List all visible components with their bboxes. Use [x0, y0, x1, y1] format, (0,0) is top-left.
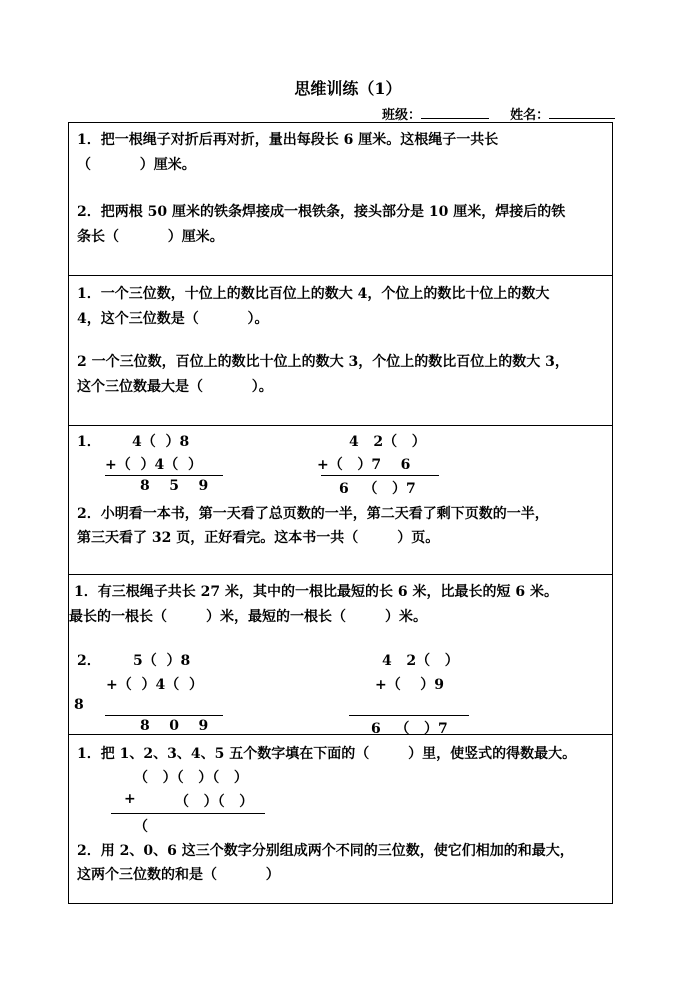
worksheet	[68, 122, 613, 904]
s5-q1-text: 1．把 1、2、3、4、5 五个数字填在下面的（ ）里，使竖式的得数最大。	[77, 746, 577, 762]
s3-addition-a-rule	[105, 475, 223, 476]
page-title: 思维训练（1）	[294, 79, 402, 98]
s3-q1-number: 1．	[77, 434, 101, 450]
class-blank[interactable]	[421, 106, 489, 119]
s1-q2-line1: 2．把两根 50 厘米的铁条焊接成一根铁条，接头部分是 10 厘米，焊接后的铁	[77, 204, 566, 220]
student-info	[382, 104, 615, 123]
s4-addition-b-rule	[349, 715, 469, 716]
section-3	[69, 426, 612, 575]
s3-addition-a-result: 8 5 9	[140, 478, 209, 494]
s1-q1-line2: （ ）厘米。	[77, 157, 196, 173]
section-4	[69, 575, 612, 735]
s4-addition-b-row1: 4 2（ ）	[382, 653, 459, 669]
s3-q2-line1: 2．小明看一本书，第一天看了总页数的一半，第二天看了剩下页数的一半，	[77, 506, 549, 522]
s4-addition-a-row2: +（ ）4（ ）	[106, 677, 203, 693]
s3-addition-a-row2: +（ ）4（ ）	[105, 457, 202, 473]
s3-addition-b-rule	[321, 475, 439, 476]
section-5	[69, 735, 612, 903]
class-label: 班级：	[382, 108, 422, 123]
s5-plus-sign: +	[124, 791, 136, 807]
s2-q1-line1: 1．一个三位数，十位上的数比百位上的数大 4，个位上的数比十位上的数大	[77, 286, 550, 302]
s3-addition-b-row2: +（ ）7 6	[317, 457, 411, 473]
s3-addition-b-row1: 4 2（ ）	[349, 434, 426, 450]
s4-q2-number: 2．	[77, 653, 101, 669]
name-blank[interactable]	[549, 106, 615, 119]
s2-q2-line2: 这个三位数最大是（ ）。	[77, 379, 273, 395]
s2-q2-line1: 2 一个三位数，百位上的数比十位上的数大 3，个位上的数比百位上的数大 3，	[77, 354, 569, 370]
s3-q2-line2: 第三天看了 32 页，正好看完。这本书一共（ ）页。	[77, 530, 440, 546]
section-2	[69, 276, 612, 426]
s3-addition-a-row1: 4（ ）8	[132, 434, 190, 450]
name-label: 姓名：	[510, 108, 550, 123]
s5-addition-row2: （ ）（ ）	[175, 794, 254, 810]
s5-addition-rule	[111, 813, 265, 814]
s4-addition-a-rule	[105, 715, 223, 716]
s5-q2-line1: 2．用 2、0、6 这三个数字分别组成两个不同的三位数，使它们相加的和最大，	[77, 843, 574, 859]
s5-addition-row1: （ ）（ ）（ ）	[134, 770, 248, 786]
s3-addition-b-result: 6 （ ）7	[339, 481, 416, 497]
s5-addition-result: （	[134, 819, 148, 835]
s4-addition-a-stray: 8	[74, 697, 84, 713]
s4-q1-line2: 最长的一根长（ ）米，最短的一根长（ ）米。	[69, 609, 427, 625]
s2-q1-line2: 4，这个三位数是（ ）。	[77, 311, 269, 327]
s4-addition-b-row2: +（ ）9	[375, 677, 444, 693]
s5-q2-line2: 这两个三位数的和是（ ）	[77, 867, 280, 883]
s4-addition-a-row1: 5（ ）8	[133, 653, 191, 669]
s4-q1-line1: 1．有三根绳子共长 27 米，其中的一根比最短的长 6 米，比最长的短 6 米。	[74, 584, 558, 600]
s4-addition-b-result: 6 （ ）7	[371, 721, 448, 737]
section-1	[69, 123, 612, 276]
s1-q1-line1: 1．把一根绳子对折后再对折，量出每段长 6 厘米。这根绳子一共长	[77, 132, 499, 148]
s1-q2-line2: 条长（ ）厘米。	[77, 229, 224, 245]
s4-addition-a-result: 8 0 9	[140, 718, 209, 734]
